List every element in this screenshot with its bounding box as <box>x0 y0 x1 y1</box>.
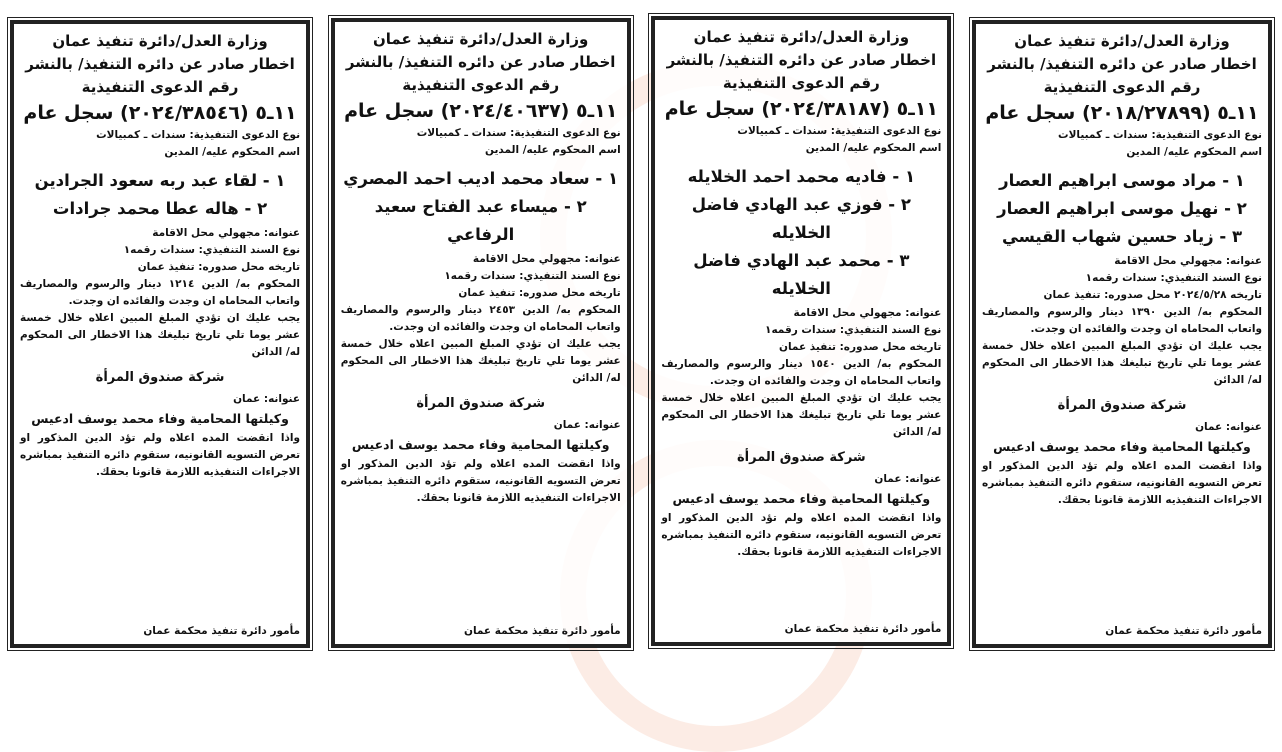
execution-notice <box>331 18 631 648</box>
debtor-list <box>982 167 1262 251</box>
debtor-label: اسم المحكوم عليه/ المدين <box>485 144 621 156</box>
debtor-name: ١ - سعاد محمد اديب احمد المصري <box>343 169 619 188</box>
notice-title: اخطار صادر عن دائره التنفيذ/ بالنشر <box>987 55 1257 73</box>
judgment-text: المحكوم به/ الدين ٢٤٥٣ دينار والرسوم والمصاريف واتعاب المحاماه ان وجدت والفائده ان وجدت. <box>340 304 621 333</box>
case-number: ١١ـ٥ (٢٠١٨/٢٧٨٩٩) سجل عام <box>985 102 1259 124</box>
issue-info: تاريخه محل صدوره: تنفيذ عمان <box>137 261 301 273</box>
debtor-name: ٢ - نهيل موسى ابراهيم العصار <box>997 199 1247 218</box>
execution-notice <box>651 16 951 646</box>
case-number: ١١ـ٥ (٢٠٢٤/٣٨٥٤٦) سجل عام <box>23 102 297 124</box>
creditor-address: عنوانه: عمان <box>233 393 301 405</box>
debtor-name: ١ - فاديه محمد احمد الخلايله <box>687 167 916 186</box>
case-label: رقم الدعوى التنفيذية <box>402 76 560 94</box>
creditor-name: شركة صندوق المرأة <box>736 450 866 465</box>
demand-text: يجب عليك ان تؤدي المبلغ المبين اعلاه خلال خمسة عشر يوما تلي تاريخ تبليغك هذا الاخطار الى المحكوم له/ الدائن <box>340 338 621 384</box>
case-type: نوع الدعوى التنفيذية: سندات ـ كمبيالات <box>737 125 942 137</box>
warning-text: واذا انقضت المده اعلاه ولم تؤد الدين المذكور او تعرض التسويه القانونيه، ستقوم دائره التنفيذ بمباشره الاجراءات التنفيذيه اللازمة قانونا بحقك. <box>20 432 301 478</box>
creditor-name: شركة صندوق المرأة <box>416 396 546 411</box>
signature: مأمور دائرة تنفيذ محكمة عمان <box>143 625 301 637</box>
execution-notice <box>10 20 310 648</box>
creditor-name: شركة صندوق المرأة <box>1057 398 1187 413</box>
notice-title: اخطار صادر عن دائره التنفيذ/ بالنشر <box>25 55 295 73</box>
debtor-name: ١ - لقاء عبد ربه سعود الجرادين <box>34 171 286 190</box>
warning-text: واذا انقضت المده اعلاه ولم تؤد الدين المذكور او تعرض التسويه القانونيه، ستقوم دائره التنفيذ بمباشره الاجراءات التنفيذيه اللازمة قانونا بحقك. <box>982 460 1262 506</box>
debtor-address: عنوانه: مجهولي محل الاقامة <box>152 227 301 239</box>
debtor-list <box>20 167 300 223</box>
creditor-name: شركة صندوق المرأة <box>95 370 225 385</box>
debtor-list <box>661 163 941 303</box>
case-type: نوع الدعوى التنفيذية: سندات ـ كمبيالات <box>416 127 621 139</box>
debtor-name: ٢ - هاله عطا محمد جرادات <box>52 199 268 218</box>
warning-text: واذا انقضت المده اعلاه ولم تؤد الدين المذكور او تعرض التسويه القانونيه، ستقوم دائره التنفيذ بمباشره الاجراءات التنفيذيه اللازمة قانونا بحقك. <box>661 512 942 558</box>
warning-text: واذا انقضت المده اعلاه ولم تؤد الدين المذكور او تعرض التسويه القانونيه، ستقوم دائره التنفيذ بمباشره الاجراءات التنفيذيه اللازمة قانونا بحقك. <box>340 458 621 504</box>
debtor-name: ٣ - محمد عبد الهادي فاضل الخلايله <box>693 251 910 298</box>
instrument-type: نوع السند التنفيذي: سندات رقمه١ <box>123 244 301 256</box>
signature: مأمور دائرة تنفيذ محكمة عمان <box>1105 625 1262 637</box>
demand-text: يجب عليك ان تؤدي المبلغ المبين اعلاه خلال خمسة عشر يوما تلي تاريخ تبليغك هذا الاخطار الى المحكوم له/ الدائن <box>20 312 301 358</box>
signature: مأمور دائرة تنفيذ محكمة عمان <box>784 623 942 635</box>
lawyer-name: وكيلتها المحامية وفاء محمد يوسف ادعيس <box>993 439 1251 454</box>
instrument-type: نوع السند التنفيذي: سندات رقمه١ <box>444 270 621 282</box>
debtor-label: اسم المحكوم عليه/ المدين <box>1126 146 1262 158</box>
notices-page <box>10 8 1272 663</box>
debtor-name: ٢ - فوزي عبد الهادي فاضل الخلايله <box>691 195 911 242</box>
creditor-address: عنوانه: عمان <box>1195 421 1262 433</box>
ministry-heading: وزارة العدل/دائرة تنفيذ عمان <box>1014 32 1230 50</box>
case-label: رقم الدعوى التنفيذية <box>722 74 880 92</box>
case-number: ١١ـ٥ (٢٠٢٤/٣٨١٨٧) سجل عام <box>664 98 938 120</box>
case-label: رقم الدعوى التنفيذية <box>81 78 239 96</box>
case-type: نوع الدعوى التنفيذية: سندات ـ كمبيالات <box>1058 129 1262 141</box>
instrument-type: نوع السند التنفيذي: سندات رقمه١ <box>765 324 942 336</box>
judgment-text: المحكوم به/ الدين ١٥٤٠ دينار والرسوم والمصاريف واتعاب المحاماه ان وجدت والفائده ان وجدت. <box>661 358 942 387</box>
debtor-name: ٢ - ميساء عبد الفتاح سعيد الرفاعي <box>374 197 587 244</box>
debtor-name: ١ - مراد موسى ابراهيم العصار <box>999 171 1245 190</box>
notice-title: اخطار صادر عن دائره التنفيذ/ بالنشر <box>666 51 937 69</box>
lawyer-name: وكيلتها المحامية وفاء محمد يوسف ادعيس <box>31 411 289 426</box>
debtor-list <box>341 165 621 249</box>
debtor-address: عنوانه: مجهولي محل الاقامة <box>1114 255 1262 267</box>
debtor-address: عنوانه: مجهولي محل الاقامة <box>472 253 621 265</box>
creditor-address: عنوانه: عمان <box>874 473 942 485</box>
issue-info: تاريخه محل صدوره: تنفيذ عمان <box>458 287 621 299</box>
debtor-label: اسم المحكوم عليه/ المدين <box>164 146 301 158</box>
lawyer-name: وكيلتها المحامية وفاء محمد يوسف ادعيس <box>672 491 931 506</box>
judgment-text: المحكوم به/ الدين ١٣٩٠ دينار والرسوم والمصاريف واتعاب المحاماه ان وجدت والفائده ان وجدت. <box>982 306 1262 335</box>
creditor-address: عنوانه: عمان <box>553 419 621 431</box>
issue-info: تاريخه ٢٠٢٤/٥/٢٨ محل صدوره: تنفيذ عمان <box>1043 289 1262 301</box>
ministry-heading: وزارة العدل/دائرة تنفيذ عمان <box>693 28 910 46</box>
issue-info: تاريخه محل صدوره: تنفيذ عمان <box>779 341 942 353</box>
execution-notice <box>972 20 1272 648</box>
case-number: ١١ـ٥ (٢٠٢٤/٤٠٦٣٧) سجل عام <box>344 100 618 122</box>
lawyer-name: وكيلتها المحامية وفاء محمد يوسف ادعيس <box>351 437 610 452</box>
debtor-address: عنوانه: مجهولي محل الاقامة <box>793 307 942 319</box>
notice-title: اخطار صادر عن دائره التنفيذ/ بالنشر <box>345 53 616 71</box>
demand-text: يجب عليك ان تؤدي المبلغ المبين اعلاه خلال خمسة عشر يوما تلي تاريخ تبليغك هذا الاخطار الى المحكوم له/ الدائن <box>982 340 1262 386</box>
ministry-heading: وزارة العدل/دائرة تنفيذ عمان <box>52 32 268 50</box>
debtor-label: اسم المحكوم عليه/ المدين <box>805 142 942 154</box>
debtor-name: ٣ - زياد حسين شهاب القيسي <box>1001 227 1243 246</box>
ministry-heading: وزارة العدل/دائرة تنفيذ عمان <box>372 30 589 48</box>
signature: مأمور دائرة تنفيذ محكمة عمان <box>463 625 621 637</box>
instrument-type: نوع السند التنفيذي: سندات رقمه١ <box>1085 272 1262 284</box>
case-type: نوع الدعوى التنفيذية: سندات ـ كمبيالات <box>96 129 301 141</box>
judgment-text: المحكوم به/ الدين ١٢١٤ دينار والرسوم والمصاريف واتعاب المحاماه ان وجدت والفائده ان وجدت. <box>20 278 301 307</box>
demand-text: يجب عليك ان تؤدي المبلغ المبين اعلاه خلال خمسة عشر يوما تلي تاريخ تبليغك هذا الاخطار الى المحكوم له/ الدائن <box>661 392 942 438</box>
case-label: رقم الدعوى التنفيذية <box>1043 78 1201 96</box>
